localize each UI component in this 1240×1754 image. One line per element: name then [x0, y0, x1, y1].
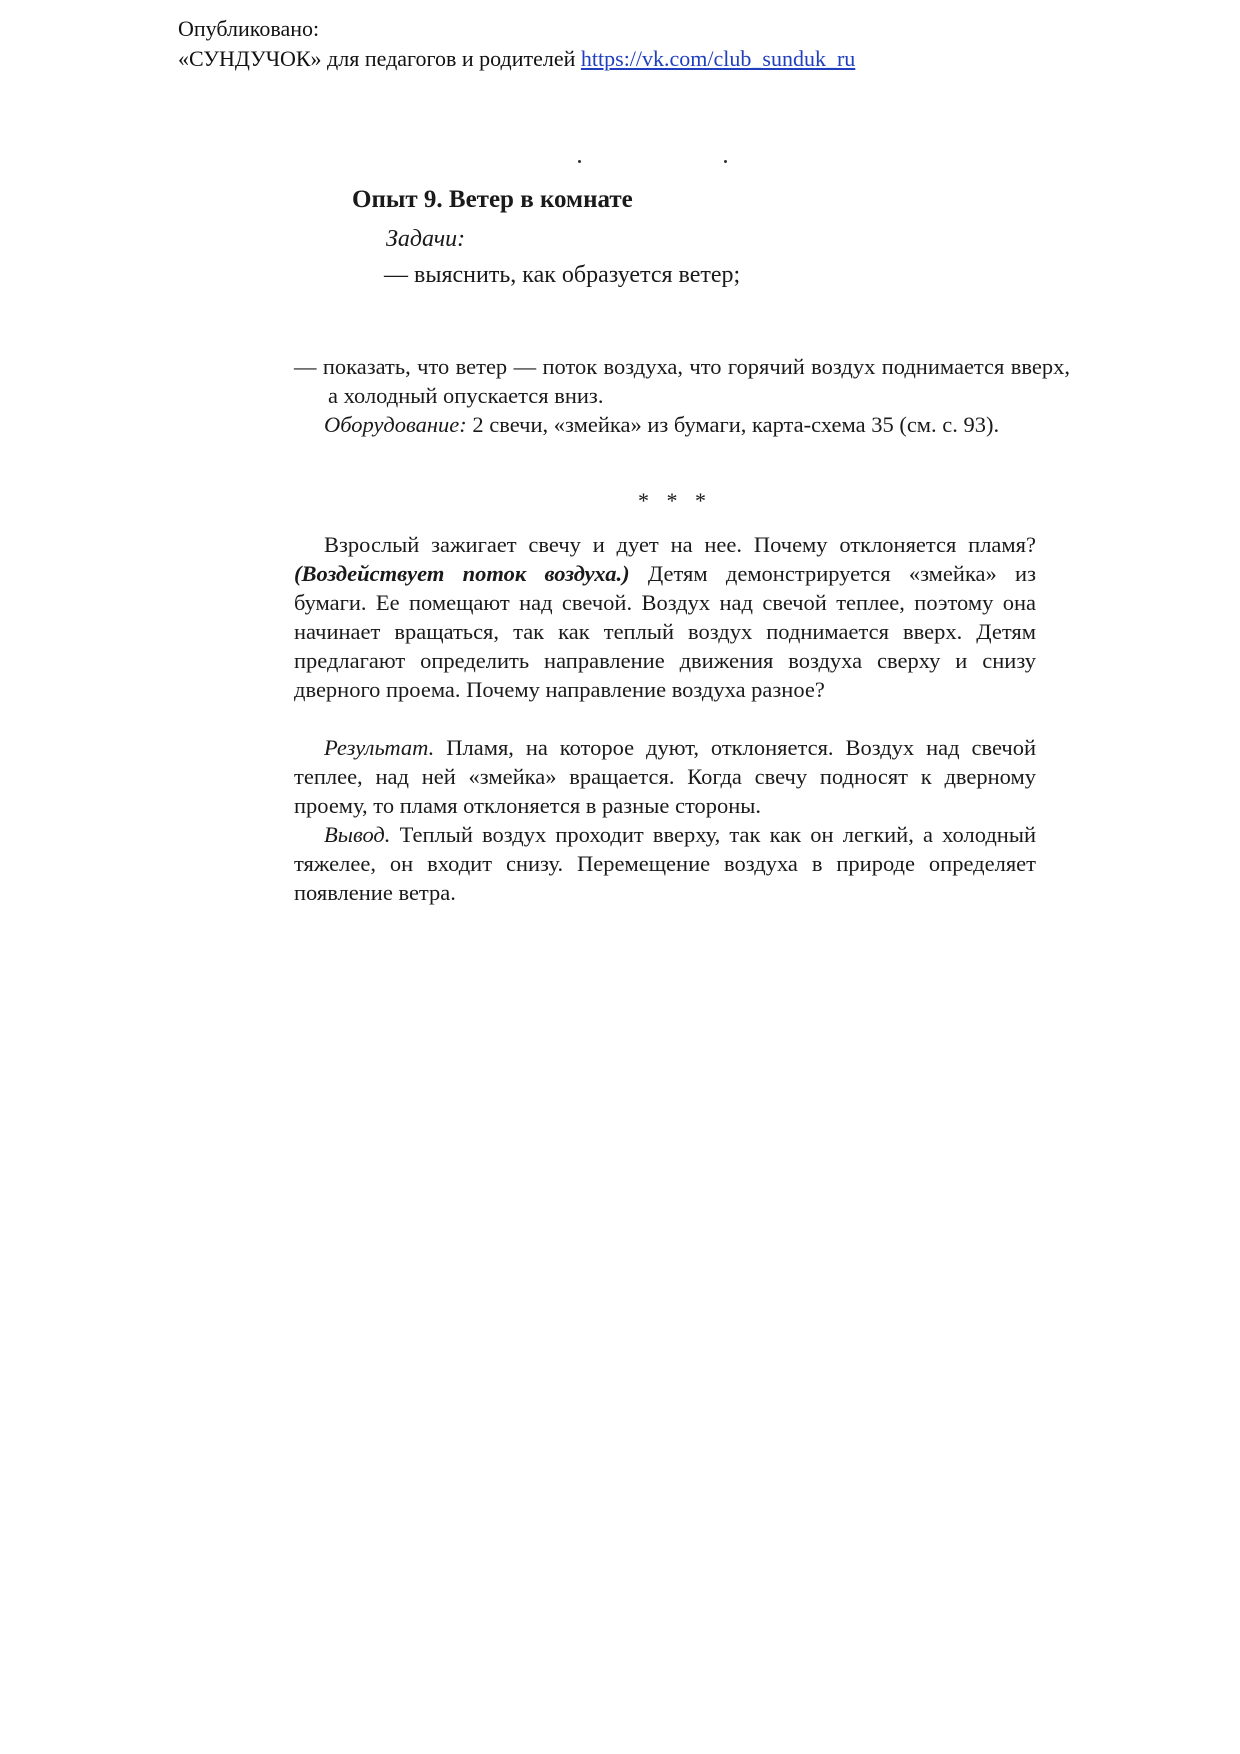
- conclusion-text: Теплый воздух проходит вверху, так как он легкий, а холодный тяжелее, он входит снизу. Перемещение воздуха в природе определяет появление ветра.: [294, 822, 1036, 905]
- vk-link[interactable]: https://vk.com/club_sunduk_ru: [580, 46, 856, 71]
- published-label: Опубликовано:: [178, 16, 320, 41]
- task-item-1: — выяснить, как образуется ветер;: [384, 262, 741, 288]
- equipment-label: Оборудование:: [324, 412, 467, 437]
- procedure-italic-note: (Воздействует поток воздуха.): [294, 561, 630, 586]
- conclusion-paragraph: [294, 820, 1036, 907]
- equipment-paragraph: [294, 410, 1036, 439]
- publisher-name: «СУНДУЧОК» для педагогов и родителей: [178, 46, 581, 71]
- conclusion-label: Вывод.: [324, 822, 391, 847]
- tasks-label: Задачи:: [386, 226, 466, 252]
- equipment-text: 2 свечи, «змейка» из бумаги, карта-схема 35 (см. с. 93).: [466, 412, 1000, 437]
- task-item-2: — показать, что ветер — поток воздуха, что горячий воздух поднимается вверх, а холодный опускается вниз.: [294, 354, 1070, 408]
- result-label: Результат.: [324, 735, 435, 760]
- scan-artifact-dots: [578, 160, 728, 166]
- result-text: Пламя, на которое дуют, отклоняется. Воздух над свечой теплее, над ней «змейка» вращается. Когда свечу подносят к дверному проему, то пламя отклоняется в разные стороны.: [294, 735, 1036, 818]
- section-separator: * * *: [638, 488, 712, 513]
- experiment-title: Опыт 9. Ветер в комнате: [352, 186, 633, 213]
- result-paragraph: [294, 733, 1036, 820]
- procedure-text-a: Взрослый зажигает свечу и дует на нее. Почему отклоняется пламя?: [324, 532, 1036, 557]
- procedure-paragraph: [294, 530, 1036, 704]
- procedure-text-b: Детям демонстрируется «змейка» из бумаги. Ее помещают над свечой. Воздух над свечой теплее, поэтому она начинает вращаться, так как теплый воздух поднимается вверх. Детям предлагают определить направление движения воздуха сверху и снизу дверного проема. Почему направление воздуха разное?: [294, 561, 1036, 702]
